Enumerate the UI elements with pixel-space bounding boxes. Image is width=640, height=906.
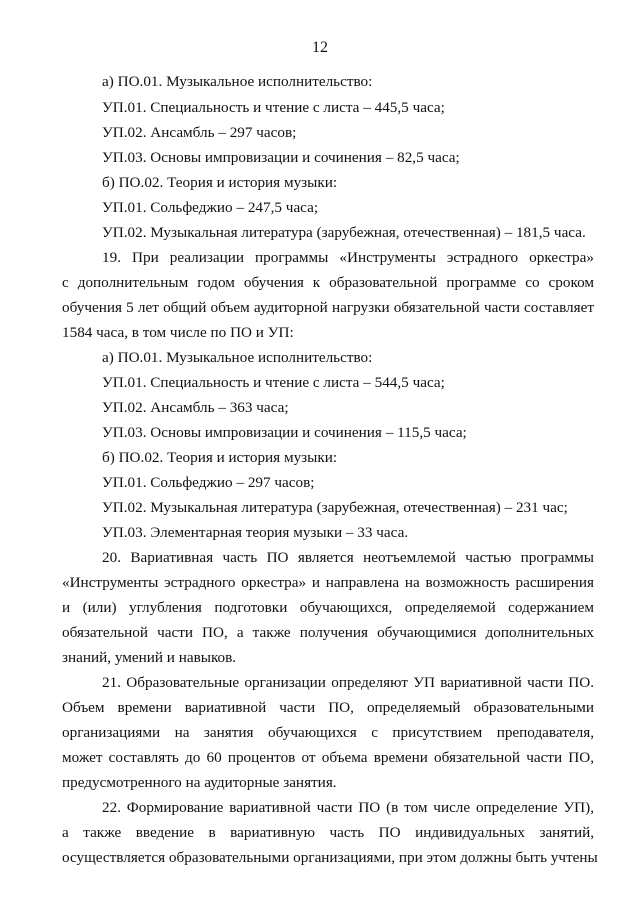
text-line: и (или) углубления подготовки обучающихся, определяемой содержанием: [62, 599, 594, 616]
text-line: а) ПО.01. Музыкальное исполнительство:: [102, 73, 373, 90]
text-line: УП.01. Сольфеджио – 247,5 часа;: [102, 199, 319, 216]
text-line: УП.03. Основы импровизации и сочинения – 115,5 часа;: [102, 424, 467, 441]
text-line: осуществляется образовательными организациями, при этом должны быть учтены: [62, 849, 598, 866]
text-line: УП.03. Основы импровизации и сочинения – 82,5 часа;: [102, 149, 460, 166]
text-line: б) ПО.02. Теория и история музыки:: [102, 174, 338, 191]
text-line: «Инструменты эстрадного оркестра» и направлена на возможность расширения: [62, 574, 594, 591]
text-line: УП.02. Ансамбль – 297 часов;: [102, 124, 297, 141]
text-line: обучения 5 лет общий объем аудиторной нагрузки обязательной части составляет: [62, 299, 594, 316]
text-line: 20. Вариативная часть ПО является неотъемлемой частью программы: [102, 549, 594, 566]
text-line: а также введение в вариативную часть ПО индивидуальных занятий,: [62, 824, 594, 841]
text-line: 1584 часа, в том числе по ПО и УП:: [62, 324, 294, 341]
text-line: УП.02. Музыкальная литература (зарубежная, отечественная) – 181,5 часа.: [102, 224, 586, 241]
text-line: УП.01. Сольфеджио – 297 часов;: [102, 474, 315, 491]
text-line: Объем времени вариативной части ПО, определяемый образовательными: [62, 699, 594, 716]
text-line: предусмотренного на аудиторные занятия.: [62, 774, 337, 791]
text-line: УП.02. Музыкальная литература (зарубежная, отечественная) – 231 час;: [102, 499, 568, 516]
text-line: УП.01. Специальность и чтение с листа – 445,5 часа;: [102, 99, 445, 116]
text-line: обязательной части ПО, а также получения обучающимися дополнительных: [62, 624, 594, 641]
text-line: организациями на занятия обучающихся с присутствием преподавателя,: [62, 724, 594, 741]
text-line: знаний, умений и навыков.: [62, 649, 237, 666]
text-line: а) ПО.01. Музыкальное исполнительство:: [102, 349, 373, 366]
page-number: 12: [312, 39, 328, 56]
text-line: УП.01. Специальность и чтение с листа – 544,5 часа;: [102, 374, 445, 391]
text-line: может составлять до 60 процентов от объема времени обязательной части ПО,: [62, 749, 594, 766]
text-line: б) ПО.02. Теория и история музыки:: [102, 449, 338, 466]
text-line: 19. При реализации программы «Инструменты эстрадного оркестра»: [102, 249, 594, 266]
text-line: УП.03. Элементарная теория музыки – 33 часа.: [102, 524, 409, 541]
text-line: 22. Формирование вариативной части ПО (в том числе определение УП),: [102, 799, 594, 816]
text-line: с дополнительным годом обучения к образовательной программе со сроком: [62, 274, 594, 291]
text-line: 21. Образовательные организации определяют УП вариативной части ПО.: [102, 674, 594, 691]
text-line: УП.02. Ансамбль – 363 часа;: [102, 399, 289, 416]
